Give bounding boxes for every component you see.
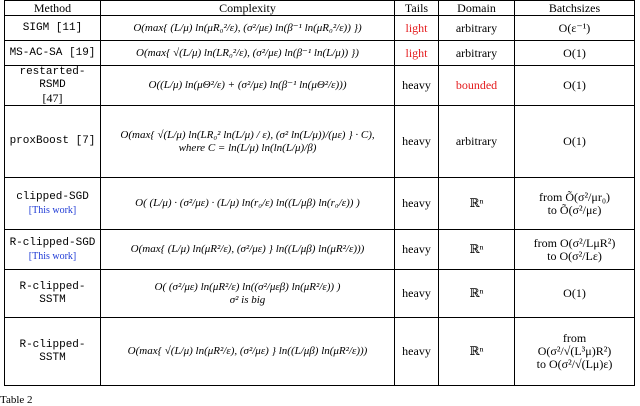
tails-cell: light bbox=[395, 16, 439, 41]
comparison-table bbox=[4, 0, 635, 386]
tails-cell: heavy bbox=[395, 270, 439, 318]
method-note: [This work] bbox=[28, 204, 77, 216]
table-row bbox=[5, 66, 635, 106]
domain-cell: ℝⁿ bbox=[439, 230, 515, 270]
table-row bbox=[5, 16, 635, 41]
complexity-cell bbox=[101, 318, 395, 386]
batchsize-value: O(ε⁻¹) bbox=[558, 20, 591, 35]
tails-cell: heavy bbox=[395, 230, 439, 270]
method-cell bbox=[5, 41, 101, 66]
header-complexity: Complexity bbox=[101, 1, 395, 16]
complexity-formula: σ² is big bbox=[229, 293, 266, 306]
complexity-formula: O(max{ √(L/μ) ln(LR₀²/ε), (σ²/με) ln(β⁻¹ ln(L/μ)) }) bbox=[136, 46, 359, 59]
method-cell bbox=[5, 106, 101, 178]
batchsize-value: O(1) bbox=[563, 78, 586, 92]
method-cell bbox=[5, 16, 101, 41]
batchsize-value: O(1) bbox=[563, 45, 586, 60]
complexity-cell bbox=[101, 178, 395, 230]
batchsize-value: to O(σ²/Lε) bbox=[547, 248, 602, 263]
complexity-cell bbox=[101, 270, 395, 318]
method-name: proxBoost [7] bbox=[9, 135, 96, 147]
method-name: R-clipped-SSTM bbox=[19, 280, 86, 306]
complexity-cell bbox=[101, 230, 395, 270]
complexity-cell bbox=[101, 66, 395, 106]
complexity-formula: O(max{ √(L/μ) ln(LR₀² ln(L/μ) / ε), (σ² ln(L/μ))/(με) } · C), bbox=[120, 128, 375, 141]
batchsize-cell bbox=[515, 270, 635, 318]
tails-cell: heavy bbox=[395, 106, 439, 178]
method-note: [This work] bbox=[28, 250, 77, 262]
tails-cell: light bbox=[395, 41, 439, 66]
complexity-formula: O(max{ (L/μ) ln(μR₀²/ε), (σ²/με) ln(β⁻¹ ln(μR₀²/ε)) }) bbox=[133, 21, 362, 34]
batchsize-value: O(1) bbox=[563, 134, 586, 148]
batchsize-value: to O(σ²/√(Lμ)ε) bbox=[536, 357, 613, 371]
method-cell bbox=[5, 66, 101, 106]
method-cell bbox=[5, 270, 101, 318]
batchsize-value: O(σ²/√(L³μ)R²) bbox=[537, 344, 612, 358]
method-name: MS-AC-SA [19] bbox=[9, 46, 96, 59]
complexity-formula: O( (σ²/με) ln(μR²/ε) ln((σ²/μεβ) ln(μR²/ε)) ) bbox=[154, 280, 341, 293]
method-note: [47] bbox=[42, 91, 63, 105]
complexity-formula: O( (L/μ) · (σ²/με) · (L/μ) ln(r₀/ε) ln((L/μβ) ln(r₀/ε)) ) bbox=[135, 197, 360, 209]
batchsize-cell bbox=[515, 41, 635, 66]
batchsize-value: from bbox=[562, 331, 587, 345]
domain-cell: arbitrary bbox=[439, 16, 515, 41]
method-name: restarted-RSMD bbox=[19, 66, 86, 91]
domain-cell: arbitrary bbox=[439, 106, 515, 178]
domain-cell: ℝⁿ bbox=[439, 318, 515, 386]
table-row bbox=[5, 230, 635, 270]
table-body bbox=[5, 16, 635, 386]
complexity-formula: O((L/μ) ln(μΘ²/ε) + (σ²/με) ln(β⁻¹ ln(μΘ²/ε))) bbox=[148, 79, 347, 91]
header-row bbox=[5, 1, 635, 16]
complexity-cell bbox=[101, 41, 395, 66]
method-name: clipped-SGD bbox=[16, 190, 89, 203]
domain-cell: ℝⁿ bbox=[439, 178, 515, 230]
table-row bbox=[5, 106, 635, 178]
method-name: R-clipped-SSTM bbox=[19, 338, 86, 364]
batchsize-value: to Õ(σ²/με) bbox=[547, 202, 602, 217]
header-tails: Tails bbox=[395, 1, 439, 16]
domain-cell: arbitrary bbox=[439, 41, 515, 66]
header-batchsizes: Batchsizes bbox=[515, 1, 635, 16]
table-row bbox=[5, 318, 635, 386]
batchsize-value: from O(σ²/LμR²) bbox=[533, 235, 616, 250]
complexity-formula: O(max{ √(L/μ) ln(μR²/ε), (σ²/με) } ln((L/μβ) ln(μR²/ε))) bbox=[127, 345, 368, 357]
tails-cell: heavy bbox=[395, 318, 439, 386]
header-method: Method bbox=[5, 1, 101, 16]
batchsize-cell bbox=[515, 66, 635, 106]
table-row bbox=[5, 178, 635, 230]
method-cell bbox=[5, 318, 101, 386]
complexity-formula: where C = ln(L/μ) ln(ln(L/μ)/β) bbox=[178, 141, 317, 154]
table-caption: Table 2 bbox=[0, 394, 33, 406]
method-cell bbox=[5, 230, 101, 270]
batchsize-value: O(1) bbox=[563, 286, 586, 300]
batchsize-cell bbox=[515, 106, 635, 178]
method-cell bbox=[5, 178, 101, 230]
batchsize-value: from Õ(σ²/μr₀) bbox=[539, 189, 610, 204]
domain-cell: ℝⁿ bbox=[439, 270, 515, 318]
domain-cell: bounded bbox=[439, 66, 515, 106]
table-row bbox=[5, 41, 635, 66]
table-row bbox=[5, 270, 635, 318]
tails-cell: heavy bbox=[395, 66, 439, 106]
complexity-formula: O(max{ (L/μ) ln(μR²/ε), (σ²/με) } ln((L/μβ) ln(μR²/ε))) bbox=[130, 243, 365, 255]
method-name: R-clipped-SGD bbox=[9, 236, 96, 249]
method-name: SIGM [11] bbox=[22, 21, 83, 34]
complexity-cell bbox=[101, 16, 395, 41]
batchsize-cell bbox=[515, 178, 635, 230]
batchsize-cell bbox=[515, 230, 635, 270]
batchsize-cell bbox=[515, 318, 635, 386]
header-domain: Domain bbox=[439, 1, 515, 16]
complexity-cell bbox=[101, 106, 395, 178]
batchsize-cell bbox=[515, 16, 635, 41]
tails-cell: heavy bbox=[395, 178, 439, 230]
